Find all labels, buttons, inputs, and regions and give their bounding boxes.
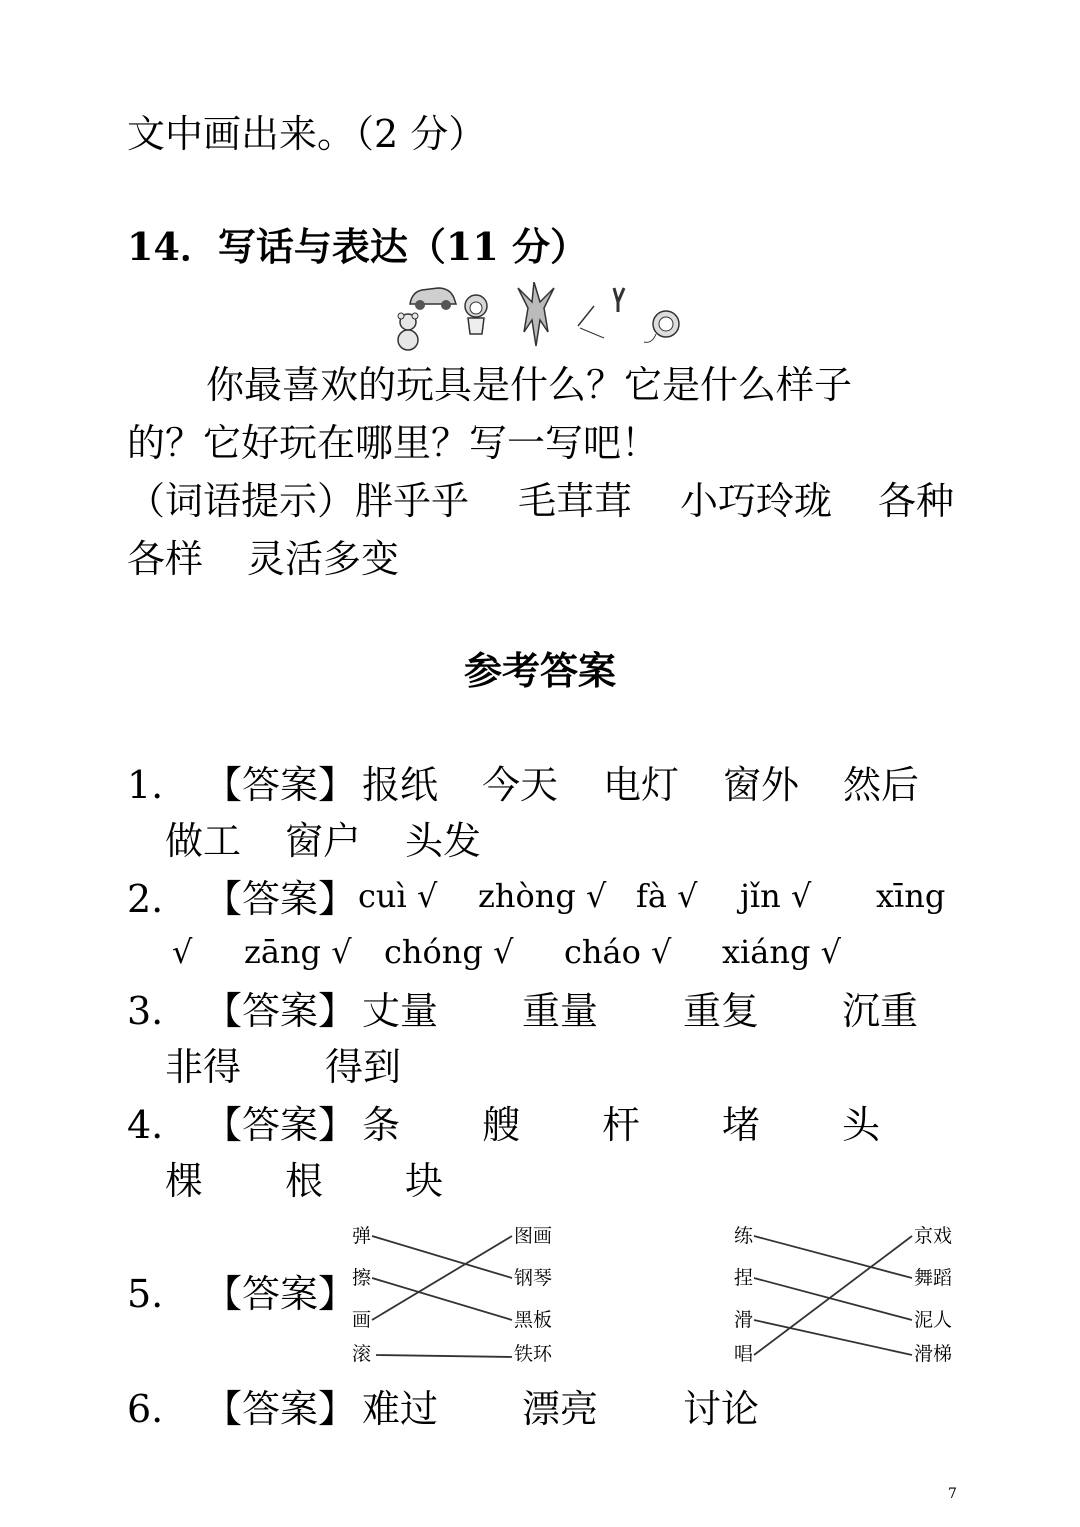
answer-label: 【答案】 — [204, 1387, 357, 1431]
answer-label: 【答案】 — [204, 989, 357, 1033]
answer-item: 电灯 — [603, 763, 680, 807]
match-line — [376, 1355, 512, 1357]
hint-word: 小巧玲珑 — [680, 479, 833, 523]
match-left-word: 练 — [734, 1225, 754, 1247]
answer-item: 难过 — [362, 1387, 439, 1431]
match-right-word: 滑梯 — [914, 1343, 953, 1365]
answer-item: 今天 — [482, 763, 559, 807]
pinyin-item: xīng — [876, 877, 946, 915]
match-line — [372, 1236, 512, 1278]
match-left-word: 滚 — [352, 1343, 372, 1365]
page-number: 7 — [948, 1486, 957, 1502]
answer-item: 重复 — [683, 989, 760, 1033]
answer-item: 窗外 — [723, 763, 800, 807]
answer-item: 报纸 — [362, 763, 439, 807]
answer-item: 艘 — [482, 1103, 521, 1147]
pinyin-item: zhòng √ — [478, 877, 607, 915]
answer-item: 堵 — [722, 1103, 761, 1147]
match-right-word: 铁环 — [514, 1343, 553, 1365]
match-right-word: 钢琴 — [514, 1267, 553, 1289]
answer-label: 【答案】 — [204, 763, 357, 807]
answer-2-number: 2. — [127, 877, 164, 921]
answer-item: 沉重 — [842, 989, 919, 1033]
match-right-word: 舞蹈 — [914, 1267, 953, 1289]
answer-item: 讨论 — [683, 1387, 760, 1431]
answer-item: 做工 — [165, 819, 242, 863]
match-line — [754, 1236, 912, 1278]
match-right-word: 图画 — [514, 1225, 553, 1247]
match-left-word: 弹 — [352, 1225, 372, 1247]
answer-6-number: 6. — [127, 1387, 164, 1431]
answer-item: 块 — [405, 1159, 444, 1203]
answer-item: 然后 — [843, 763, 920, 807]
q14-prompt-line2: 的？它好玩在哪里？写一写吧！ — [127, 421, 660, 465]
match-right-word: 京戏 — [914, 1225, 953, 1247]
answer-item: 杆 — [602, 1103, 641, 1147]
pinyin-item: chóng √ — [384, 933, 514, 971]
hint-word: 胖乎乎 — [355, 479, 470, 523]
match-right-word: 黑板 — [514, 1309, 553, 1331]
match-left-word: 画 — [352, 1309, 372, 1331]
match-left-word: 唱 — [734, 1343, 754, 1365]
answer-item: 得到 — [325, 1045, 402, 1089]
match-right-word: 泥人 — [914, 1309, 953, 1331]
answer-item: 头发 — [405, 819, 482, 863]
q13-tail-text: 文中画出来。（2 分） — [127, 112, 487, 156]
answer-item: 根 — [285, 1159, 324, 1203]
q14-prompt-line1: 你最喜欢的玩具是什么？它是什么样子 — [206, 363, 853, 407]
answer-3-number: 3. — [127, 989, 164, 1033]
match-left-word: 滑 — [734, 1309, 754, 1331]
pinyin-item: jǐn √ — [740, 877, 812, 915]
answers-heading: 参考答案 — [463, 648, 616, 693]
match-line — [754, 1278, 912, 1320]
answer-item: 丈量 — [362, 989, 439, 1033]
match-left-word: 擦 — [352, 1267, 372, 1289]
pinyin-item: cháo √ — [564, 933, 672, 971]
match-line — [372, 1236, 512, 1320]
answer-5-number: 5. — [127, 1272, 164, 1316]
answer-label: 【答案】 — [204, 877, 357, 921]
pinyin-item: fà √ — [636, 877, 698, 915]
pinyin-item: xiáng √ — [722, 933, 842, 971]
answer-label: 【答案】 — [204, 1272, 357, 1316]
q14-title: 14．写话与表达（11 分） — [127, 224, 588, 269]
hint-word-part1: 各种 — [878, 479, 955, 523]
pinyin-item: cuì √ — [358, 877, 438, 915]
answer-item: 漂亮 — [522, 1387, 599, 1431]
hint-label: （词语提示） — [127, 479, 356, 523]
answer-item: 条 — [362, 1103, 401, 1147]
answer-label: 【答案】 — [204, 1103, 357, 1147]
answer-item: 窗户 — [285, 819, 362, 863]
answer-item: 棵 — [165, 1159, 204, 1203]
match-line — [372, 1278, 512, 1320]
answer-4-number: 4. — [127, 1103, 164, 1147]
answer-1-number: 1. — [127, 763, 164, 807]
answer-item: 重量 — [522, 989, 599, 1033]
hint-word: 灵活多变 — [247, 537, 400, 581]
hint-word-part2: 各样 — [127, 537, 204, 581]
answer-item: 非得 — [165, 1045, 242, 1089]
answer-item: 头 — [842, 1103, 881, 1147]
pinyin-item: √ — [172, 933, 193, 971]
match-left-word: 捏 — [734, 1267, 754, 1289]
hint-word: 毛茸茸 — [518, 479, 633, 523]
pinyin-item: zāng √ — [244, 933, 352, 971]
